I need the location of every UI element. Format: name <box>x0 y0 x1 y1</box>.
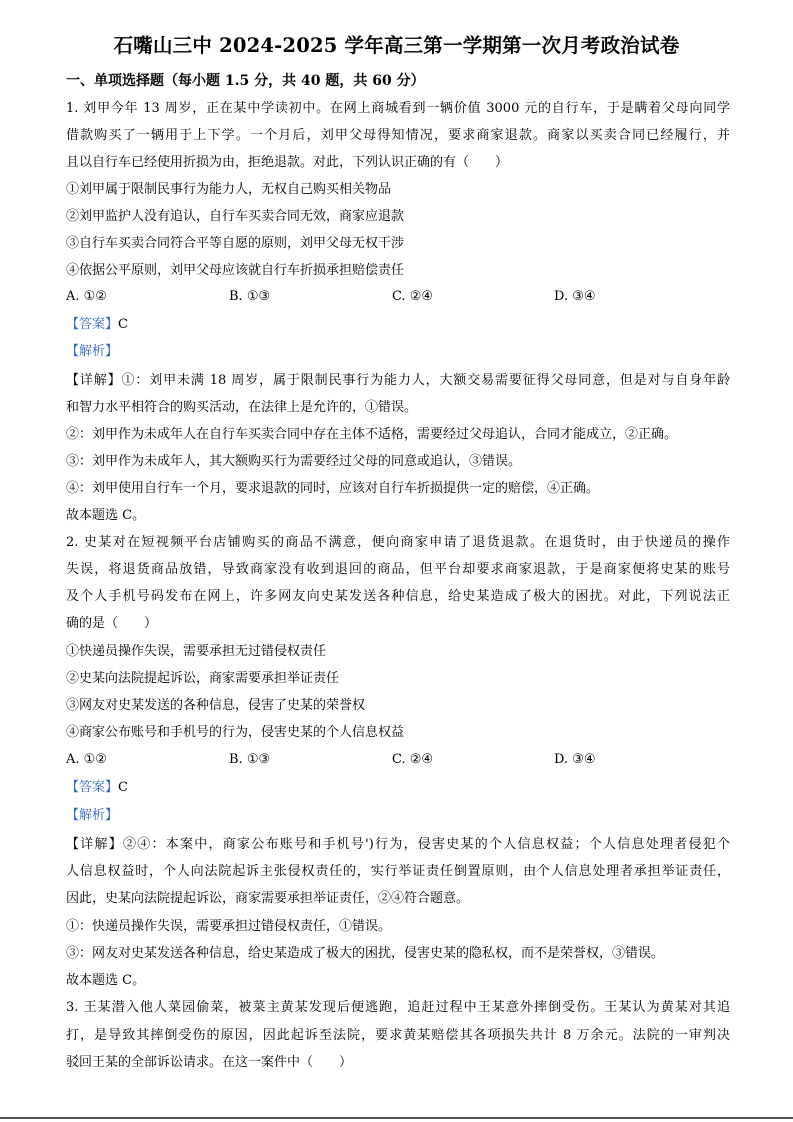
q2-item: ③网友对史某发送的各种信息，侵害了史某的荣誉权 <box>66 698 366 713</box>
q2-item: ④商家公布账号和手机号的行为，侵害史某的个人信息权益 <box>66 725 405 740</box>
q1-option-a: A. ①② <box>66 289 107 304</box>
q2-option-c: C. ②④ <box>392 752 434 767</box>
q2-item: ②史某向法院提起诉讼，商家需要承担举证责任 <box>66 671 340 686</box>
q1-detail-line: ②：刘甲作为未成年人在自行车买卖合同中存在主体不适格，需要经过父母追认，合同才能成立，②正确。 <box>66 427 678 442</box>
q1-detail-line: 【详解】①：刘甲未满 18 周岁，属于限制民事行为能力人，大额交易需要征得父母同意，但是对与自身年龄 <box>66 373 730 388</box>
q3-stem-line: 3. 王某潜入他人菜园偷菜，被菜主黄某发现后便逃跑，追赶过程中王某意外摔倒受伤。王某认为黄某对其追 <box>66 1000 730 1015</box>
q1-option-b: B. ①③ <box>229 289 271 304</box>
q1-analysis-label: 【解析】 <box>66 344 119 359</box>
q2-detail-line: ③：网友对史某发送各种信息，给史某造成了极大的困扰，侵害史某的隐私权，而不是荣誉权，③错误。 <box>66 946 665 961</box>
answer-value: C <box>118 780 128 795</box>
q2-item: ①快递员操作失误，需要承担无过错侵权责任 <box>66 644 327 659</box>
q1-conclusion: 故本题选 C。 <box>66 508 146 523</box>
q2-detail-line: ①：快递员操作失误，需要承担过错侵权责任，①错误。 <box>66 919 392 934</box>
q1-answer <box>66 316 128 334</box>
q1-option-d: D. ③④ <box>554 289 596 304</box>
q1-item: ①刘甲属于限制民事行为能力人，无权自己购买相关物品 <box>66 182 392 197</box>
q2-conclusion: 故本题选 C。 <box>66 973 146 988</box>
q2-stem-line: 确的是（ ） <box>66 616 158 631</box>
exam-title: 石嘴山三中 2024-2025 学年高三第一学期第一次月考政治试卷 <box>113 34 680 57</box>
q1-option-c: C. ②④ <box>392 289 434 304</box>
q1-detail-line: 和智力水平相符合的购买活动，在法律上是允许的，①错误。 <box>66 400 418 415</box>
q2-analysis-label: 【解析】 <box>66 808 119 823</box>
q3-stem-line: 打，是导致其摔倒受伤的原因，因此起诉至法院，要求黄某赔偿其各项损失共计 8 万余元。法院的一审判决 <box>66 1028 730 1043</box>
q1-stem-line: 且以自行车已经使用折损为由，拒绝退款。对此，下列认识正确的有（ ） <box>66 155 509 170</box>
q1-item: ③自行车买卖合同符合平等自愿的原则，刘甲父母无权干涉 <box>66 236 405 251</box>
q3-stem-line: 驳回王某的全部诉讼请求。在这一案件中（ ） <box>66 1055 353 1070</box>
section-heading: 一、单项选择题（每小题 1.5 分，共 40 题，共 60 分） <box>66 73 425 89</box>
q1-item: ④依据公平原则，刘甲父母应该就自行车折损承担赔偿责任 <box>66 263 405 278</box>
q1-item: ②刘甲监护人没有追认，自行车买卖合同无效，商家应退款 <box>66 209 405 224</box>
answer-label: 【答案】 <box>66 317 119 332</box>
q2-stem-line: 及个人手机号码发布在网上，许多网友向史某发送各种信息，给史某造成了极大的困扰。对此，下列说法正 <box>66 589 730 604</box>
q2-option-d: D. ③④ <box>554 752 596 767</box>
q2-detail-line: 因此，史某向法院提起诉讼，商家需要承担举证责任，②④符合题意。 <box>66 891 470 906</box>
q2-option-a: A. ①② <box>66 752 107 767</box>
page-bottom-divider <box>0 1117 793 1119</box>
q2-stem-line: 失误，将退货商品放错，导致商家没有收到退回的商品，但平台却要求商家退款，于是商家便将史某的账号 <box>66 562 730 577</box>
q1-stem-line: 1. 刘甲今年 13 周岁，正在某中学读初中。在网上商城看到一辆价值 3000 元的自行车，于是瞒着父母向同学 <box>66 101 730 116</box>
q2-detail-line: 【详解】②④：本案中，商家公布账号和手机号')行为，侵害史某的个人信息权益；个人信息处理者侵犯个 <box>66 837 730 852</box>
q2-option-b: B. ①③ <box>229 752 271 767</box>
q1-options <box>66 289 730 307</box>
q1-detail-line: ④：刘甲使用自行车一个月，要求退款的同时，应该对自行车折损提供一定的赔偿，④正确。 <box>66 481 600 496</box>
q2-answer <box>66 779 128 797</box>
q2-detail-line: 人信息权益时，个人向法院起诉主张侵权责任的，实行举证责任倒置原则，由个人信息处理者承担举证责任， <box>66 864 730 879</box>
q1-detail-line: ③：刘甲作为未成年人，其大额购买行为需要经过父母的同意或追认，③错误。 <box>66 454 522 469</box>
answer-value: C <box>118 317 128 332</box>
answer-label: 【答案】 <box>66 780 119 795</box>
q2-stem-line: 2. 史某对在短视频平台店铺购买的商品不满意，便向商家申请了退货退款。在退货时，由于快递员的操作 <box>66 535 730 550</box>
q2-options <box>66 752 730 770</box>
q1-stem-line: 借款购买了一辆用于上下学。一个月后，刘甲父母得知情况，要求商家退款。商家以买卖合同已经履行，并 <box>66 128 730 143</box>
